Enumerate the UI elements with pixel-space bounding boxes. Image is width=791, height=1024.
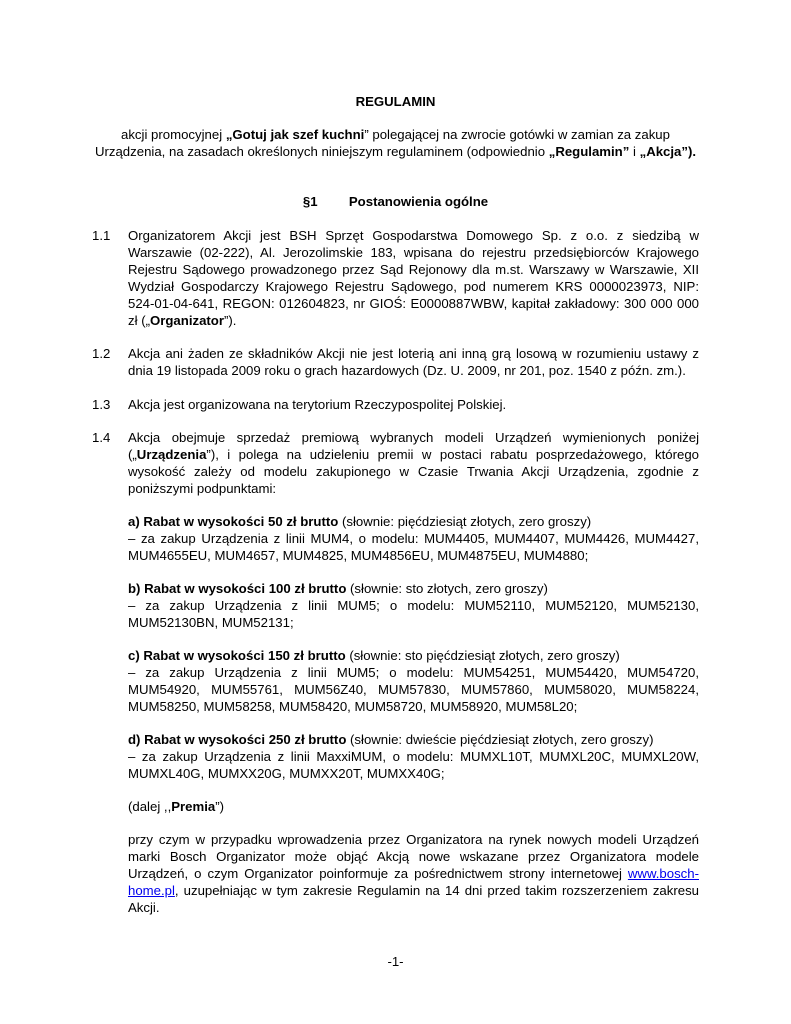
rebate-models: – za zakup Urządzenia z linii MUM5; o modelu: MUM52110, MUM52120, MUM52130, MUM52130BN, MUM52131; bbox=[128, 598, 699, 631]
item-text-part: ”). bbox=[224, 313, 237, 329]
rebate-words: (słownie: sto pięćdziesiąt złotych, zero groszy) bbox=[345, 648, 620, 663]
item-text bbox=[128, 429, 699, 497]
item-number: 1.2 bbox=[92, 346, 111, 361]
promo-name: „Gotuj jak szef kuchni bbox=[225, 127, 365, 142]
organizator-term: Organizator bbox=[149, 313, 224, 329]
premia-definition bbox=[128, 798, 699, 815]
item-text-part: Akcja obejmuje sprzedaż premiową wybranych modeli Urządzeń wymienionych poniżej („ bbox=[128, 430, 699, 463]
rebate-models: – za zakup Urządzenia z linii MUM4, o modelu: MUM4405, MUM4407, MUM4426, MUM4427, MUM4655EU, MUM4657, MUM4825, MUM4856EU, MUM4875EU, MUM4880; bbox=[128, 531, 699, 564]
rebate-models: – za zakup Urządzenia z linii MaxxiMUM, o modelu: MUMXL10T, MUMXL20C, MUMXL20W, MUMXL40G, MUMXX20G, MUMXX20T, MUMXX40G; bbox=[128, 749, 699, 782]
item-text: Akcja ani żaden ze składników Akcji nie jest loterią ani inną grą losową w rozumieniu ustawy z dnia 19 listopada 2009 roku o grach hazardowych (Dz. U. 2009, nr 201, poz. 1540 z późn. zm.). bbox=[128, 346, 699, 379]
closing-text: przy czym w przypadku wprowadzenia przez Organizatora na rynek nowych modeli Urządzeń marki Bosch Organizator może objąć Akcją nowe wskazane przez Organizatora modele Urządzeń, o czym Organizator poinformuje za pośrednictwem strony internetowej bbox=[128, 832, 699, 882]
regulamin-term: „Regulamin” bbox=[548, 144, 630, 160]
urzadzenia-term: Urządzenia bbox=[136, 447, 207, 463]
akcja-term: „Akcja”). bbox=[639, 144, 697, 160]
rebate-models: – za zakup Urządzenia z linii MUM5; o modelu: MUM54251, MUM54420, MUM54720, MUM54920, MUM55761, MUM56Z40, MUM57830, MUM57860, MUM58020, MUM58224, MUM58250, MUM58258, MUM58420, MUM58720, MUM58920, MUM58L20; bbox=[128, 665, 699, 715]
item-text-part: ”), i polega na udzieleniu premii w postaci rabatu posprzedażowego, którego wysokość zależy od modelu zakupionego w Czasie Trwania Akcji Urządzenia, zgodnie z poniższymi podpunktami: bbox=[128, 447, 699, 497]
bosch-home-link[interactable]: www.bosch-home.pl bbox=[128, 866, 699, 899]
item-number: 1.1 bbox=[92, 228, 111, 243]
item-1-4 bbox=[92, 429, 699, 497]
item-1-3 bbox=[92, 396, 699, 413]
intro-text-3: i bbox=[629, 144, 640, 160]
page-number: -1- bbox=[387, 954, 404, 969]
item-text: Akcja jest organizowana na terytorium Rzeczypospolitej Polskiej. bbox=[128, 397, 507, 412]
section-title: Postanowienia ogólne bbox=[348, 194, 489, 209]
document-title: REGULAMIN bbox=[355, 94, 436, 109]
item-1-1 bbox=[92, 227, 699, 330]
section-heading bbox=[92, 193, 699, 210]
rebate-words: (słownie: sto złotych, zero groszy) bbox=[346, 581, 548, 596]
rebate-c bbox=[128, 647, 699, 715]
rebate-heading bbox=[128, 731, 699, 748]
premia-text: ”) bbox=[215, 799, 225, 814]
rebate-amount: c) Rabat w wysokości 150 zł brutto bbox=[128, 648, 346, 663]
closing-paragraph bbox=[128, 831, 699, 916]
rebate-b bbox=[128, 580, 699, 631]
rebate-heading bbox=[128, 647, 699, 664]
premia-term: Premia bbox=[171, 799, 216, 814]
intro-paragraph bbox=[92, 126, 699, 160]
rebate-amount: a) Rabat w wysokości 50 zł brutto bbox=[128, 514, 339, 529]
closing-text: , uzupełniając w tym zakresie Regulamin na 14 dni przed takim rozszerzeniem zakresu Akcji. bbox=[128, 883, 699, 916]
premia-text: (dalej ,, bbox=[128, 799, 172, 814]
rebate-a bbox=[128, 513, 699, 564]
intro-text-2: ” polegającej na zwrocie gotówki w zamian za zakup Urządzenia, na zasadach określonych niniejszym regulaminem (odpowiednio bbox=[94, 127, 670, 160]
section-number: §1 bbox=[302, 194, 318, 209]
intro-text-1: akcji promocyjnej bbox=[121, 127, 226, 142]
rebate-words: (słownie: dwieście pięćdziesiąt złotych, zero groszy) bbox=[346, 732, 654, 747]
rebate-amount: d) Rabat w wysokości 250 zł brutto bbox=[128, 732, 347, 747]
rebate-d bbox=[128, 731, 699, 782]
rebate-heading bbox=[128, 580, 699, 597]
rebate-amount: b) Rabat w wysokości 100 zł brutto bbox=[128, 581, 347, 596]
item-text bbox=[128, 227, 699, 330]
item-1-2 bbox=[92, 345, 699, 379]
item-number: 1.3 bbox=[92, 397, 111, 412]
rebate-heading bbox=[128, 513, 699, 530]
rebate-words: (słownie: pięćdziesiąt złotych, zero groszy) bbox=[338, 514, 592, 529]
item-text-part: Organizatorem Akcji jest BSH Sprzęt Gospodarstwa Domowego Sp. z o.o. z siedzibą w Warszawie (02-222), Al. Jerozolimskie 183, wpisana do rejestru przedsiębiorców Krajowego Rejestru Sądowego prowadzonego przez Sąd Rejonowy dla m.st. Warszawy w Warszawie, XII Wydział Gospodarczy Krajowego Rejestru Sądowego, pod numerem KRS 0000023973, NIP: 524-01-04-641, REGON: 012604823, nr GIOŚ: E0000887WBW, kapitał zakładowy: 300 000 000 zł („ bbox=[128, 228, 699, 329]
item-number: 1.4 bbox=[92, 430, 111, 445]
